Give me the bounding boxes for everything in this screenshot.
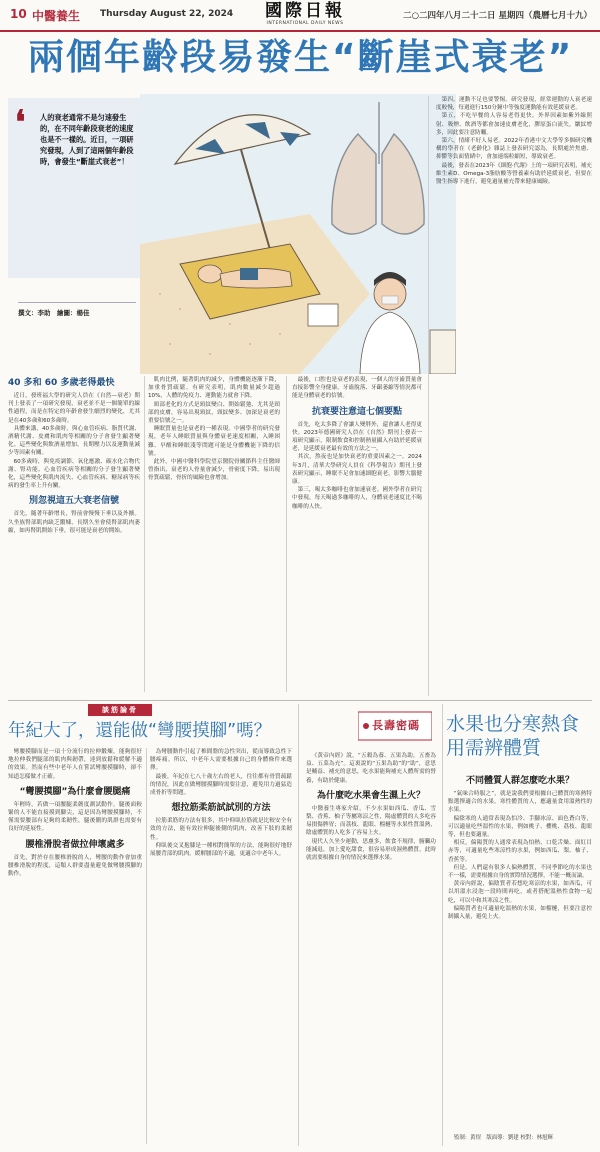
paragraph: 偏陰寒的人通常表現為怕冷、手腳冰涼、面色蒼白等，可以適量吃些溫性的水果，例如桃子、櫻桃、荔枝、龍眼等，但也要適量。 [448,815,592,839]
subheading: 抗衰要注意這七個要點 [311,406,402,417]
subheading: “彎腰摸腳”為什麼會腰腿痛 [19,786,131,797]
paragraph: 此外，中國中醫科學院望京醫院骨關節科主任醫師曾指出，衰老的人骨量會減少，骨密度下降，易出現骨質疏鬆，骨折的風險也會增加。 [148,459,280,482]
paragraph: 首先，對於存在腰椎滑脫的人，彎腰的動作會加重腰椎滑脫的程度，這類人群要盡量避免做彎腰摸腳的動作。 [8,854,142,878]
page-number: 10 [10,7,27,21]
longevity-col [306,752,436,1146]
section-divider [8,700,592,701]
page-header [0,0,600,32]
fruit-headline: 水果也分寒熱食用需辨體質 [446,713,580,759]
paragraph: 但是，人們還有很多人偏熱體質，不同季節吃的水果也不一樣，需要根據自身的實際情況選擇，不能一概而論。 [448,864,592,880]
editorial-credits: 監制：黃煜 版面導：劉建 校對：林旭輝 [454,1135,553,1141]
paragraph: 現代人久坐少運動，思慮多，飲食不規律，腑臟功能減退，加上愛吃甜食，很容易形成濕熱體質，此時就需要根據自身的情況來選擇水果。 [306,838,436,862]
paragraph: 首先，隨著年齡增長，腎前會慢慢下垂以及外擴。久坐族腎部肌肉缺乏鍛煉，長期久坐會使腎部肌肉萎縮，如再腎肌開始下垂，很可能是衰老的開始。 [8,511,140,534]
intro-box [8,98,140,317]
paragraph: 仰臥後交叉抱膝是一種相對簡單的方法，能夠很好地舒展腰背部的肌肉，緩解腰部的不適，更適合中老年人。 [150,842,292,858]
main-col-4 [436,96,592,696]
section-label-talk: 談筋論骨 [88,704,152,716]
paragraph: 拉筋柔筋的方法有很多，其中仰臥拉筋就是比較安全有效的方法，能有效拉伸腿後側的肌肉，改善下肢的柔韌性。 [150,818,292,841]
quote-mark-icon: ❛ [15,103,26,141]
paragraph: 頸部老化的方式是頸紋變白、開始鬆弛、尤其是頸部的皮膚，容易出現頸紋，頸紋變多、加深是衰老的重要信號之一。 [148,401,280,425]
paragraph: 偏陽質者也可適量吃溫熱的水果，如榴槤，但要注意控制攝入量，避免上火。 [448,905,592,921]
paragraph: 相反，偏陽質的人通常表現為怕熱、口乾舌燥、面紅目赤等，可適量吃些寒涼性的水果，例如西瓜、梨、柚子、香蕉等。 [448,840,592,863]
masthead-chinese: 國際日報 [265,1,345,21]
paragraph: 第五，不吃早餐的人容易老得更快。外界因素如紫外線照射、吸煙、飲酒等都會加速皮膚老化，膠原蛋白流失，皺紋增多，因此要注意防曬。 [436,113,592,136]
main-col-2 [148,376,280,696]
main-col-1 [8,372,140,696]
section-title: 中醫養生 [32,9,81,23]
beach-lungs-illustration [140,94,456,374]
date-chinese: 二○二四年八月二十二日 星期四（農曆七月十九） [403,11,592,21]
paragraph: 最後，口腔也是衰老的表現，一個人的牙齒質量會直接影響全身健康。牙齒脫落、牙齦萎縮等情況都可能是身體衰老的信號。 [292,377,422,400]
main-col-3 [292,376,422,696]
subheading: 不同體質人群怎麼吃水果？ [465,776,574,786]
column-divider [298,704,299,1146]
paragraph: 為彎腰動作引起了椎間盤的急性突出，從而導致急性下腰疼痛。所以，中老年人需要根據自己的身體條件來選擇。 [150,749,292,772]
subheading: 想拉筋柔筋試試別的方法 [171,803,271,814]
main-headline: 兩個年齡段易發生“斷崖式衰老” [28,37,574,78]
paragraph: 睡眠質量也是衰老的一種表現。中國學者的研究發現，老年人睡眠質量與身體衰老速度相關，入睡困難、早醒和睡眠淺等問題可能是身體機能下降的信號。 [148,426,280,457]
paragraph: 近日，發班福大學的研究人員在《自然—衰老》期刊上發表了一項研究發現，衰老並不是一個簡單的線性過程，而是在特定的年齡會發生劇烈的變化，尤其是在40多歲和60多歲時。 [8,393,140,424]
paragraph: 具體來講，40多歲時，與心血管疾病、脂質代謝、酒精代謝、皮膚和肌肉等相關的分子會發生顯著變化。這些變化與飲酒量增加、長期壓力以及運動量減少等因素有關。 [8,425,140,457]
paragraph: 第六，情緒不好人易老。2022年香港中文大學等多個研究機構的學者在《老齡化》雜誌上發表研究認為，長期處於焦慮、抑鬱等負面情緒中，會加速端粒縮短，導致衰老。 [436,138,592,161]
column-divider [442,704,443,1146]
paragraph: 第四，運動不足也要警惕。研究發現，經常運動的人衰老速度較慢，每週進行150分鐘中等強度運動能有效延緩衰老。 [436,97,592,112]
column-divider [286,376,287,692]
paragraph: 肌肉比例，隨著肌肉的減少，身體機能逐漸下降，加重骨質疏鬆。有研究表明，肌肉數量減少超過 10%，人體的免疫力、運動能力就會下降。 [148,377,280,400]
byline: 撰文：李助 繪圖：楊佳 [18,309,90,317]
paragraph: 首先，吃太多降了會讓人變胖外，還會讓人老得更快。2023年德國研究人員在《自然》期刊上發表一項研究顯示，限制飲食和控制熱量攝入有助於延緩衰老，是延緩衰老最有效的方法之一。 [292,421,422,453]
paragraph: 最後，年紀在七八十歲左右的老人，往往都有骨質疏鬆的情況，因此在做彎腰摸腳時需要注意，避免用力過猛造成骨折等問題。 [150,773,292,797]
paragraph: 60多歲時，與免疫調節、氧化應激、碳水化合物代謝、腎功能、心血管疾病等相關的分子發生顯著變化，這些變化與肌肉流失、心血管疾病、糖尿病等疾病的發生率上升有關。 [8,458,140,490]
column-divider [146,748,147,1144]
longevity-label: 長壽密碼 [372,719,420,732]
subheading: 40 多和 60 多歲老得最快 [8,378,115,388]
talk-headline: 年紀大了，還能做“彎腰摸腳”嗎？ [8,721,272,741]
paragraph: 最後，發表在2023年《細胞·代謝》上的一項研究表明，補充維生素D、Omega-3脂肪酸等營養素有助於延緩衰老，但要在醫生指導下進行，避免過量補充帶來健康風險。 [436,162,592,186]
paragraph: 黃帝內經說，偏陰質者若想吃寒涼的水果，如西瓜，可以用溫水浸泡一段時間再吃，或者搭配溫熱性食物一起吃，可以中和其寒涼之性。 [448,881,592,904]
intro-text: 人的衰老通常不是匀速發生的，在不同年齡段衰老的速度也是不一樣的。近日，一項研究發現，人到了這兩個年齡段時，會發生“斷崖式衰老”！ [40,113,134,166]
paragraph: 其次，熬夜也是加快衰老的重要因素之一。2024年3月，清華大學研究人員在《科學報告》期刊上發表研究顯示，睡眠不足會加速細胞衰老，影響大腦健康。 [292,454,422,486]
subheading: 別忽視這五大衰老信號 [28,496,119,507]
masthead [255,2,355,26]
paragraph: 第三，喝太多咖啡也會加速衰老。國外學者在研究中發現，每天喝過多咖啡的人，身體衰老速度比不喝咖啡的人快。 [292,487,422,510]
talk-col-1 [8,748,142,1146]
paragraph: 《黃帝內經》說，“五穀為養、五果為助，五畜為益、五菜為充”。這裏說的“五果為助”的“助”，意思是輔益、補充的意思，吃水果能夠補充人體所需的營養，有助於健康。 [306,753,436,784]
talk-col-2 [150,748,292,1146]
column-divider [428,96,429,696]
column-divider [144,376,145,692]
paragraph: 彎腰摸腳而是一項十分流行的拉伸鍛煉，能夠很好地拉伸我們腿部的肌肉與韌帶，達到放鬆和緩解不適的效果。然而有些中老年人在嘗試彎腰摸腳時，卻不知道怎樣做才正確。 [8,749,142,780]
paragraph: 年輕時，若做一項腰腿柔韌度測試動作，腿後面較緊的人不能直接摸到腳尖，這是因為彎腰摸腳時，不僅需要腰部有足夠的柔韌性，腿後側的肌群也需要有良好的延展性。 [8,801,142,833]
paragraph: “氣味合時服之”，就是說我們要根據自己體質的寒熱特點選擇適合的水果。寒性體質的人，應適量食用溫熱性的水果。 [448,791,592,814]
paragraph: 中醫養生專家介紹，不少水果如西瓜、香瓜、雪梨、香蕉、柚子等屬寒涼之性，陽虛體質的人多吃容易損傷脾胃；而荔枝、龍眼、榴槤等水果性質溫熱，陰虛體質的人吃多了容易上火。 [306,805,436,837]
subheading: 腰椎滑脫者做拉伸壞處多 [25,839,125,850]
credit-divider [18,302,136,303]
date-english: Thursday August 22, 2024 [100,9,234,19]
masthead-english: INTERNATIONAL DAILY NEWS [266,21,344,26]
fruit-col [448,770,592,1130]
subheading: 為什麼吃水果會生濕上火？ [316,790,425,801]
